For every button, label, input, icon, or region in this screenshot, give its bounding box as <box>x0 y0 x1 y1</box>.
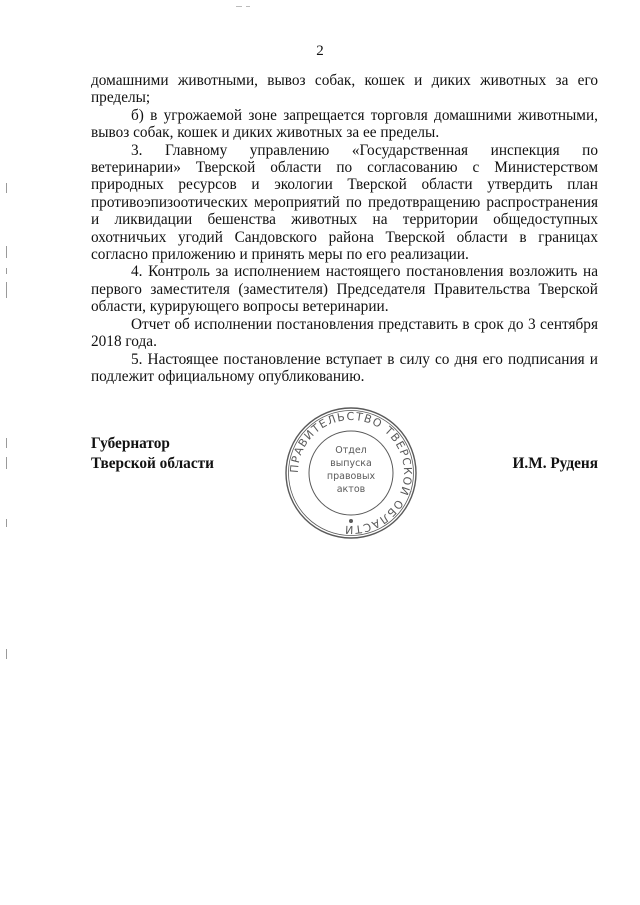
stamp-ring-textpath: ПРАВИТЕЛЬСТВО ТВЕРСКОЙ ОБЛАСТИ <box>287 409 415 537</box>
binding-hole-mark <box>6 246 7 258</box>
scan-artifact <box>246 6 250 7</box>
page-number: 2 <box>316 43 324 59</box>
signer-position-line-2: Тверской области <box>91 455 214 472</box>
stamp-center-line-2: выпуска <box>330 458 372 469</box>
binding-hole-mark <box>6 183 7 193</box>
paragraph-4: 4. Контроль за исполнением настоящего постановления возложить на первого заместителя (заместителя) Председателя Правительства Тверской области, курирующего вопросы ветеринарии. <box>91 263 598 316</box>
binding-hole-mark <box>6 268 7 274</box>
binding-hole-mark <box>6 519 7 527</box>
binding-hole-mark <box>6 457 7 469</box>
signer-name: И.М. Руденя <box>512 455 598 472</box>
paragraph-1: домашними животными, вывоз собак, кошек и диких животных за его пределы; <box>91 72 598 107</box>
binding-hole-mark <box>6 282 7 298</box>
paragraph-2: б) в угрожаемой зоне запрещается торговля домашними животными, вывоз собак, кошек и диких животных за ее пределы. <box>91 106 598 142</box>
signer-position-line-1: Губернатор <box>91 435 170 452</box>
scan-artifact <box>236 6 242 7</box>
paragraph-3: 3. Главному управлению «Государственная инспекция по ветеринарии» Тверской области по согласованию с Министерством природных ресурсов и экологии Тверской области утвердить план противоэпизоотических мероприятий по предотвращению распространения и ликвидации бешенства животных на территории общедоступных охотничьих угодий Сандовского района Тверской области в границах согласно приложению и принять меры по его реализации. <box>91 141 598 264</box>
paragraph-5: Отчет об исполнении постановления представить в срок до 3 сентября 2018 года. <box>91 315 598 351</box>
binding-hole-mark <box>6 438 7 448</box>
stamp-center-line-1: Отдел <box>335 445 367 456</box>
official-stamp <box>283 405 419 541</box>
document-body <box>91 72 598 385</box>
stamp-bottom-dot <box>349 519 353 523</box>
stamp-center-line-3: правовых <box>326 471 376 482</box>
paragraph-6: 5. Настоящее постановление вступает в силу со дня его подписания и подлежит официальному опубликованию. <box>91 350 598 385</box>
signer-position <box>91 434 214 474</box>
stamp-center-line-4: актов <box>336 484 366 495</box>
binding-hole-mark <box>6 649 7 659</box>
